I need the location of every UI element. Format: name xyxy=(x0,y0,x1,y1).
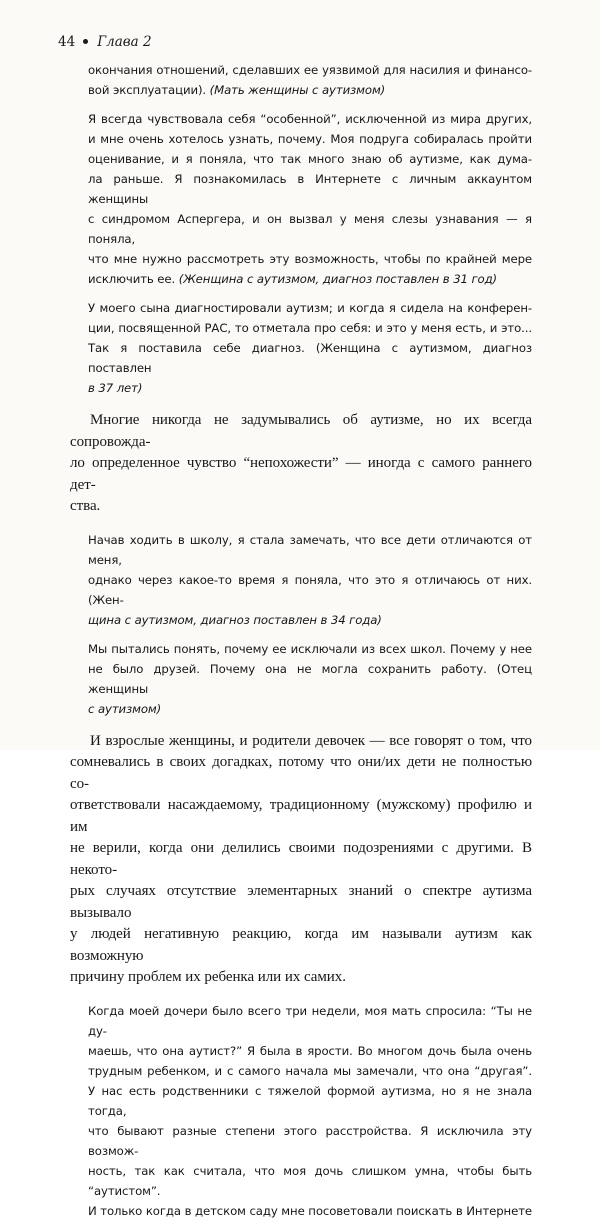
text-line: Мы пытались понять, почему ее исключали из всех школ. Почему у нее xyxy=(88,641,532,656)
bullet-separator-icon xyxy=(83,39,88,44)
text-line: ства. xyxy=(70,498,101,514)
quote-tail: вой эксплуатации). xyxy=(88,83,207,97)
text-line: однако через какое-то время я поняла, что это я отличаюсь от них. (Жен- xyxy=(88,572,532,607)
text-line: оценивание, и я поняла, что так много знаю об аутизме, как дума- xyxy=(88,152,532,166)
text-line: у людей негативную реакцию, когда им называли аутизм как возможную xyxy=(70,926,532,964)
text-line: ность, так как считала, что моя дочь слишком умна, чтобы быть “аутистом”. xyxy=(88,1163,532,1198)
quote-block xyxy=(88,639,532,719)
text-line: что мне нужно рассмотреть эту возможность, чтобы по крайней мере xyxy=(88,252,532,266)
text-line: И взрослые женщины, и родители девочек — все говорят о том, что xyxy=(90,732,532,749)
quote-block xyxy=(88,298,532,398)
text-line: окончания отношений, сделавших ее уязвимой для насилия и финансо- xyxy=(88,63,532,77)
text-line: У моего сына диагностировали аутизм; и когда я сидела на конферен- xyxy=(88,301,532,315)
text-line: и мне очень хотелось узнать, почему. Моя подруга собиралась пройти xyxy=(88,132,532,146)
body-paragraph xyxy=(70,731,532,989)
text-line: Так я поставила себе диагноз. (Женщина с аутизмом, диагноз поставлен xyxy=(88,341,532,375)
text-line: Я всегда чувствовала себя “особенной”, исключенной из мира других, xyxy=(88,112,532,126)
quote-attribution: в 37 лет) xyxy=(88,381,143,395)
quote-tail: исключить ее. xyxy=(88,272,176,286)
text-line: что бывают разные степени этого расстройства. Я исключила эту возмож- xyxy=(88,1123,532,1158)
text-line: рых случаях отсутствие элементарных знаний о спектре аутизма вызывало xyxy=(70,883,532,921)
text-line: ответствовали насаждаемому, традиционному (мужскому) профилю и им xyxy=(70,797,532,835)
quote-attribution: (Женщина с аутизмом, диагноз поставлен в 31 год) xyxy=(178,272,498,286)
quote-block xyxy=(88,530,532,630)
text-line: не было друзей. Почему она не могла сохранить работу. (Отец женщины xyxy=(88,661,532,696)
text-line: Многие никогда не задумывались об аутизме, но их всегда сопровожда- xyxy=(70,412,532,450)
text-line: Когда моей дочери было всего три недели, моя мать спросила: “Ты не ду- xyxy=(88,1003,532,1038)
quote-block xyxy=(88,1001,532,1221)
quote-attribution: (Мать женщины с аутизмом) xyxy=(209,83,386,97)
text-line: ло определенное чувство “непохожести” — иногда с самого раннего дет- xyxy=(70,455,532,493)
running-head xyxy=(58,34,152,50)
text-line: ла раньше. Я познакомилась в Интернете с личным аккаунтом женщины xyxy=(88,172,532,206)
page-number: 44 xyxy=(58,34,76,50)
quote-attribution: щина с аутизмом, диагноз поставлен в 34 года) xyxy=(88,612,382,627)
quote-block xyxy=(88,109,532,289)
text-line: У нас есть родственники с тяжелой формой аутизма, но я не знала тогда, xyxy=(88,1083,532,1118)
text-line: сомневались в своих догадках, потому что они/их дети не полностью со- xyxy=(70,754,532,792)
text-line: причину проблем их ребенка или их самих. xyxy=(70,969,346,985)
text-line: трудным ребенком, и с самого начала мы замечали, что она “другая”. xyxy=(88,1063,532,1078)
text-line: с синдромом Аспергера, и он вызвал у меня слезы узнавания — я поняла, xyxy=(88,212,532,246)
body-paragraph xyxy=(70,410,532,518)
quote-block xyxy=(88,60,532,100)
text-line: ции, посвященной РАС, то отметала про себя: и это у меня есть, и это... xyxy=(88,321,532,335)
text-line: не верили, когда они делились своими подозрениями с другими. В некото- xyxy=(70,840,532,878)
text-line: Начав ходить в школу, я стала замечать, что все дети отличаются от меня, xyxy=(88,532,532,567)
page-content xyxy=(70,60,532,1221)
text-line: маешь, что она аутист?” Я была в ярости. Во многом дочь была очень xyxy=(88,1043,532,1058)
quote-attribution: с аутизмом) xyxy=(88,701,162,716)
text-line: И только когда в детском саду мне посоветовали поискать в Интернете xyxy=(88,1203,532,1218)
text-line xyxy=(88,269,532,289)
text-line xyxy=(88,80,532,100)
chapter-title: Глава 2 xyxy=(97,34,152,50)
